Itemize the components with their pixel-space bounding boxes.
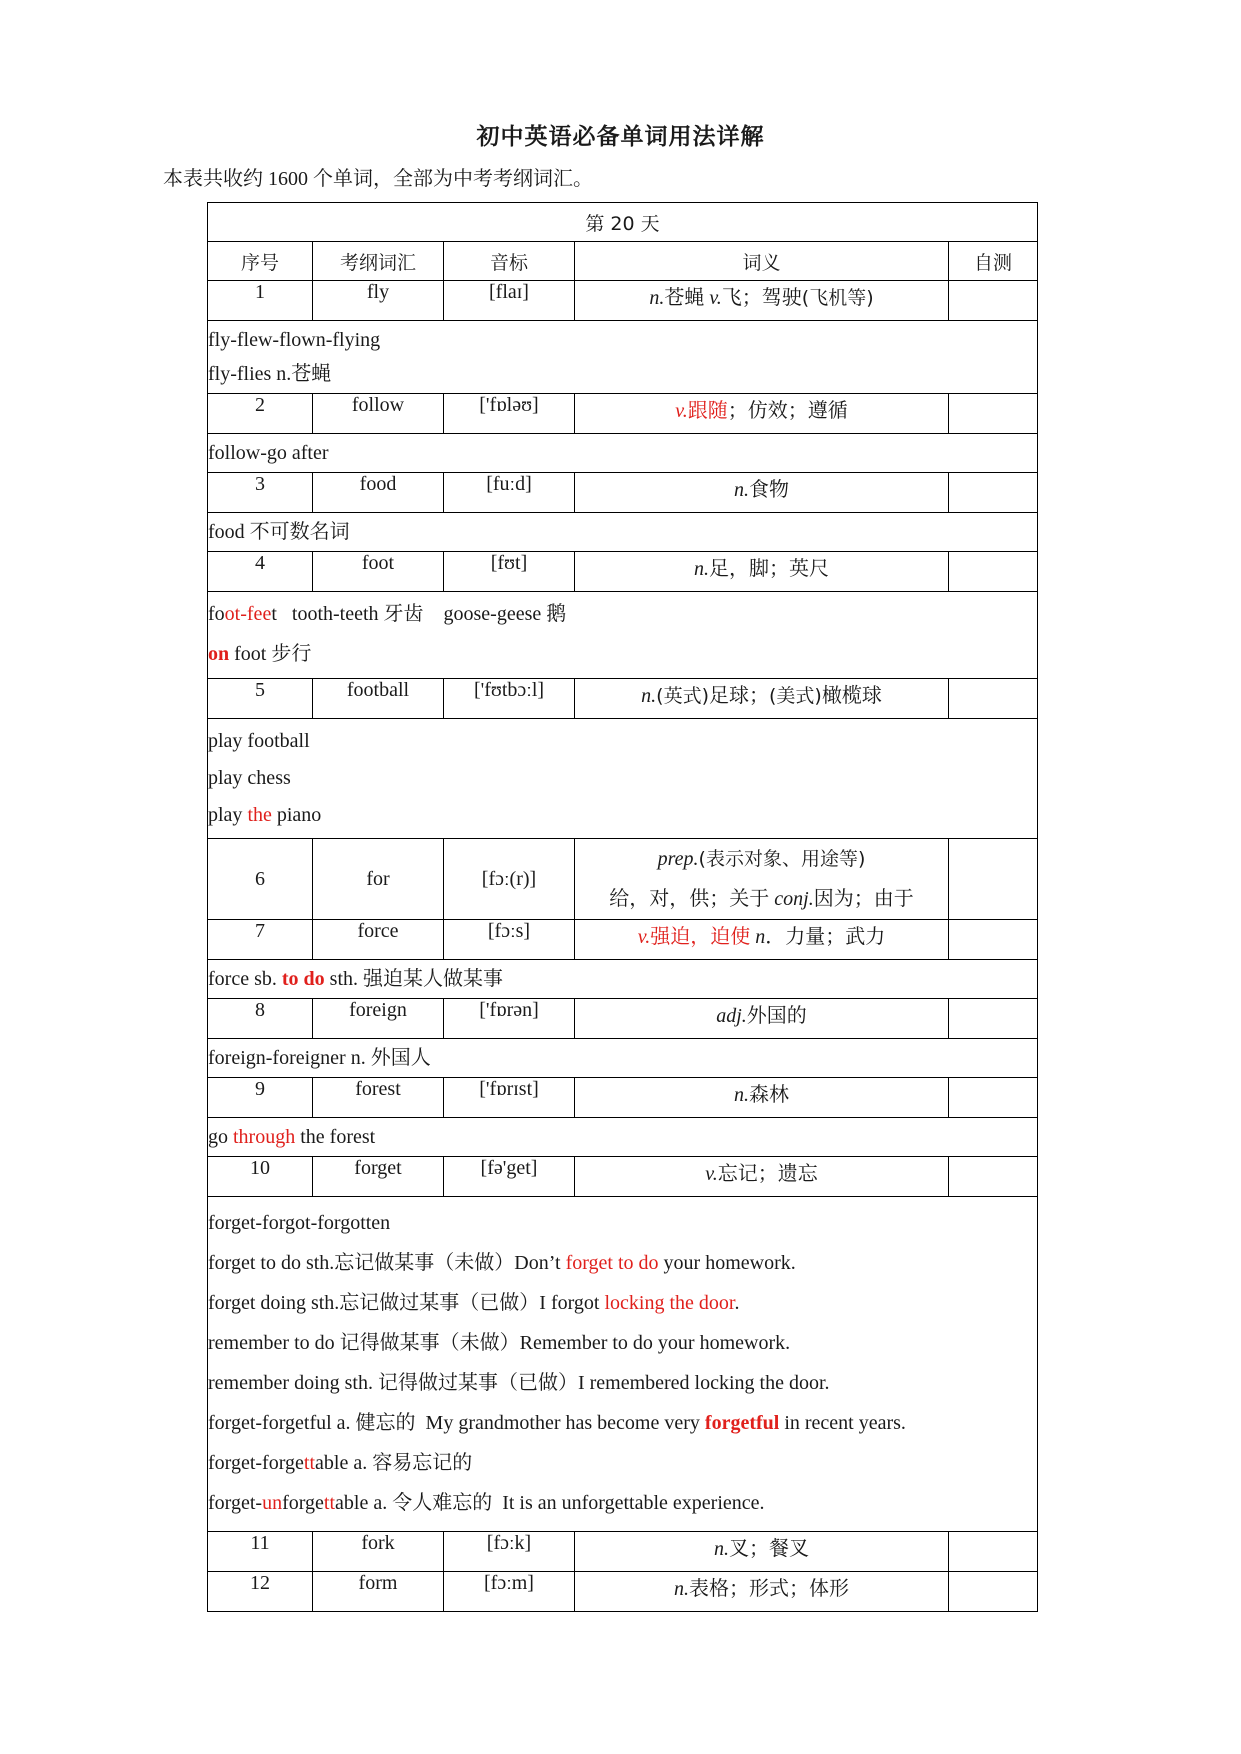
meaning <box>575 552 949 592</box>
self-test-cell[interactable] <box>949 1078 1038 1118</box>
self-test-cell[interactable] <box>949 999 1038 1039</box>
meaning <box>575 473 949 513</box>
note-line: forget-forgot-forgotten <box>208 1212 391 1234</box>
word-index: 5 <box>208 679 313 719</box>
word-row <box>208 679 1038 719</box>
note-line <box>208 1243 1037 1283</box>
word-index: 2 <box>208 394 313 434</box>
meaning-text: ．力量；武力 <box>765 926 886 948</box>
part-of-speech: adj. <box>716 1005 747 1027</box>
header-phonetic: 音标 <box>444 242 575 281</box>
usage-note <box>208 1118 1038 1157</box>
phonetic: [fɔːm] <box>444 1572 575 1612</box>
word-row <box>208 281 1038 321</box>
note-text: play <box>208 804 248 826</box>
phonetic: ['fɒrɪst] <box>444 1078 575 1118</box>
note-highlight: e <box>262 603 272 625</box>
note-text: forget doing sth.忘记做过某事（已做）I forgot <box>208 1292 605 1314</box>
self-test-cell[interactable] <box>949 920 1038 960</box>
self-test-cell[interactable] <box>949 281 1038 321</box>
note-text: sth. 强迫某人做某事 <box>324 968 503 990</box>
word-row <box>208 1572 1038 1612</box>
self-test-cell[interactable] <box>949 1572 1038 1612</box>
meaning-text: ；仿效；遵循 <box>727 400 848 422</box>
note-line: foreign-foreigner n. 外国人 <box>208 1047 431 1069</box>
word-row <box>208 552 1038 592</box>
note-text: go <box>208 1126 233 1148</box>
part-of-speech: n. <box>734 479 749 501</box>
meaning-text: 忘记；遗忘 <box>717 1163 818 1185</box>
usage-note-cell <box>208 1197 1038 1532</box>
note-line: fly-flew-flown-flying <box>208 329 381 351</box>
phonetic: [fɔːk] <box>444 1532 575 1572</box>
meaning-text: (英式) <box>656 685 709 707</box>
note-line: fly-flies n.苍蝇 <box>208 363 332 385</box>
day-label <box>208 203 1038 242</box>
meaning <box>575 1078 949 1118</box>
part-of-speech: n. <box>734 1084 749 1106</box>
word: forget <box>313 1157 444 1197</box>
note-line <box>208 797 1037 834</box>
note-highlight: o <box>224 603 235 625</box>
meaning-text: 足球； <box>709 685 769 707</box>
note-text: foot 步行 <box>229 643 312 665</box>
meaning-text: (飞机等) <box>801 287 874 309</box>
note-text: . <box>734 1292 740 1314</box>
word-index: 11 <box>208 1532 313 1572</box>
word-row <box>208 839 1038 920</box>
word: foreign <box>313 999 444 1039</box>
note-line <box>208 1483 1037 1523</box>
usage-note-cell <box>208 1039 1038 1078</box>
note-text: the forest <box>295 1126 376 1148</box>
note-highlight: to do <box>281 968 325 990</box>
meaning <box>575 679 949 719</box>
note-text: in recent years. <box>779 1412 906 1434</box>
part-of-speech: v. <box>705 1163 718 1185</box>
phonetic: ['fɒləʊ] <box>444 394 575 434</box>
self-test-cell[interactable] <box>949 839 1038 920</box>
part-of-speech: n. <box>674 1578 689 1600</box>
word-row <box>208 1157 1038 1197</box>
usage-note <box>208 434 1038 473</box>
usage-note <box>208 321 1038 394</box>
word: football <box>313 679 444 719</box>
usage-note <box>208 513 1038 552</box>
word-index: 12 <box>208 1572 313 1612</box>
part-of-speech: n. <box>641 685 657 707</box>
word: fly <box>313 281 444 321</box>
part-of-speech: conj. <box>774 888 814 910</box>
note-highlight: forgetful <box>704 1412 780 1434</box>
day-label-text: 第 20 天 <box>585 212 660 235</box>
word: food <box>313 473 444 513</box>
word-index: 8 <box>208 999 313 1039</box>
word: follow <box>313 394 444 434</box>
usage-note <box>208 592 1038 679</box>
word-index: 6 <box>208 839 313 920</box>
word-row <box>208 920 1038 960</box>
self-test-cell[interactable] <box>949 552 1038 592</box>
meaning-text: (表示对象、用途等) <box>698 848 866 870</box>
note-line: remember to do 记得做某事（未做）Remember to do your homework. <box>208 1332 791 1354</box>
note-highlight: through <box>233 1126 296 1148</box>
meaning-text: 外国的 <box>746 1005 807 1027</box>
word-row <box>208 394 1038 434</box>
meaning <box>575 839 949 920</box>
meaning-text: 橄榄球 <box>821 685 882 707</box>
part-of-speech: v. <box>675 400 688 422</box>
day-header-row <box>208 203 1038 242</box>
word: force <box>313 920 444 960</box>
phonetic: [flaɪ] <box>444 281 575 321</box>
meaning-highlight: 强迫，迫使 <box>650 926 751 948</box>
word-index: 1 <box>208 281 313 321</box>
self-test-cell[interactable] <box>949 473 1038 513</box>
note-text: fo <box>208 603 225 625</box>
header-word: 考纲词汇 <box>313 242 444 281</box>
intro-text: 本表共收约 1600 个单词，全部为中考考纲词汇。 <box>163 168 593 190</box>
part-of-speech: n. <box>649 287 665 309</box>
phonetic: [fʊt] <box>444 552 575 592</box>
meaning <box>575 1572 949 1612</box>
word: foot <box>313 552 444 592</box>
note-line <box>208 634 1037 674</box>
column-header-row <box>208 242 1038 281</box>
meaning-text: 森林 <box>749 1084 789 1106</box>
part-of-speech: v. <box>709 287 722 309</box>
word-index: 3 <box>208 473 313 513</box>
note-highlight: locking the door <box>604 1292 735 1314</box>
part-of-speech: v. <box>637 926 651 948</box>
note-line: play football <box>208 730 310 752</box>
part-of-speech: n <box>755 926 766 948</box>
note-text: able a. 容易忘记的 <box>315 1452 473 1474</box>
usage-note-cell <box>208 321 1038 394</box>
note-text: able a. 令人难忘的 It is an unforgettable experience. <box>335 1492 765 1514</box>
note-text: forget-forgetful a. 健忘的 My grandmother has become very <box>208 1412 705 1434</box>
note-line <box>208 1120 1037 1154</box>
meaning <box>575 1157 949 1197</box>
meaning <box>575 1532 949 1572</box>
phonetic: ['fʊtbɔːl] <box>444 679 575 719</box>
note-line <box>208 1403 1037 1443</box>
meaning <box>575 394 949 434</box>
note-highlight: the <box>247 804 272 826</box>
meaning-text: 飞；驾驶 <box>721 287 802 309</box>
note-text: your homework. <box>658 1252 796 1274</box>
note-text: forget- <box>208 1492 263 1514</box>
meaning <box>575 920 949 960</box>
self-test-cell[interactable] <box>949 1157 1038 1197</box>
meaning <box>575 281 949 321</box>
word-row <box>208 1532 1038 1572</box>
meaning-highlight: 跟随 <box>687 400 728 422</box>
meaning-text: 足，脚；英尺 <box>709 558 829 580</box>
phonetic: [fuːd] <box>444 473 575 513</box>
note-line <box>208 594 1037 634</box>
note-text: force sb. <box>208 968 282 990</box>
vocab-table <box>207 202 1038 1612</box>
meaning-text: (美式) <box>769 685 822 707</box>
self-test-cell[interactable] <box>949 679 1038 719</box>
word: forest <box>313 1078 444 1118</box>
note-highlight: tt <box>323 1492 336 1514</box>
note-line <box>208 1283 1037 1323</box>
meaning <box>575 999 949 1039</box>
usage-note-cell <box>208 513 1038 552</box>
note-line: play chess <box>208 767 291 789</box>
note-text: forget-forge <box>208 1452 304 1474</box>
note-line <box>208 962 1037 996</box>
note-highlight: forget to do <box>565 1252 659 1274</box>
phonetic: ['fɒrən] <box>444 999 575 1039</box>
note-text: t tooth-teeth 牙齿 goose-geese 鹅 <box>271 603 567 625</box>
part-of-speech: n. <box>714 1538 729 1560</box>
meaning-text: 表格；形式；体形 <box>689 1578 849 1600</box>
note-highlight: on <box>208 643 230 665</box>
part-of-speech: prep. <box>657 848 699 870</box>
note-line <box>208 1443 1037 1483</box>
word-index: 7 <box>208 920 313 960</box>
header-self-test: 自测 <box>949 242 1038 281</box>
note-text: piano <box>271 804 322 826</box>
usage-note-cell <box>208 1118 1038 1157</box>
note-highlight: tt <box>303 1452 316 1474</box>
note-text: forge <box>282 1492 324 1514</box>
usage-note-cell <box>208 719 1038 839</box>
meaning-text: 食物 <box>749 479 789 501</box>
word: fork <box>313 1532 444 1572</box>
part-of-speech: n. <box>694 558 709 580</box>
self-test-cell[interactable] <box>949 394 1038 434</box>
word-row <box>208 999 1038 1039</box>
word: form <box>313 1572 444 1612</box>
word-index: 4 <box>208 552 313 592</box>
usage-note <box>208 960 1038 999</box>
word-row <box>208 473 1038 513</box>
usage-note-cell <box>208 960 1038 999</box>
meaning-text: 因为；由于 <box>813 888 914 910</box>
note-highlight: un <box>262 1492 283 1514</box>
meaning-text: 叉；餐叉 <box>729 1538 809 1560</box>
phonetic: [fɔː(r)] <box>444 839 575 920</box>
usage-note <box>208 1039 1038 1078</box>
meaning-text: 给，对，供；关于 <box>609 888 775 910</box>
phonetic: [fə'get] <box>444 1157 575 1197</box>
usage-note-cell <box>208 592 1038 679</box>
usage-note-cell <box>208 434 1038 473</box>
note-text: forget to do sth.忘记做某事（未做）Don’t <box>208 1252 566 1274</box>
self-test-cell[interactable] <box>949 1532 1038 1572</box>
note-highlight: t-fe <box>234 603 263 625</box>
usage-note <box>208 719 1038 839</box>
note-line: follow-go after <box>208 442 329 464</box>
usage-note <box>208 1197 1038 1532</box>
meaning-text: 苍蝇 <box>664 287 710 309</box>
word-index: 10 <box>208 1157 313 1197</box>
note-line: food 不可数名词 <box>208 521 350 543</box>
header-meaning: 词义 <box>575 242 949 281</box>
word: for <box>313 839 444 920</box>
page-title: 初中英语必备单词用法详解 <box>476 124 765 150</box>
header-index: 序号 <box>208 242 313 281</box>
phonetic: [fɔːs] <box>444 920 575 960</box>
word-row <box>208 1078 1038 1118</box>
word-index: 9 <box>208 1078 313 1118</box>
note-line: remember doing sth. 记得做过某事（已做）I remembered locking the door. <box>208 1372 830 1394</box>
